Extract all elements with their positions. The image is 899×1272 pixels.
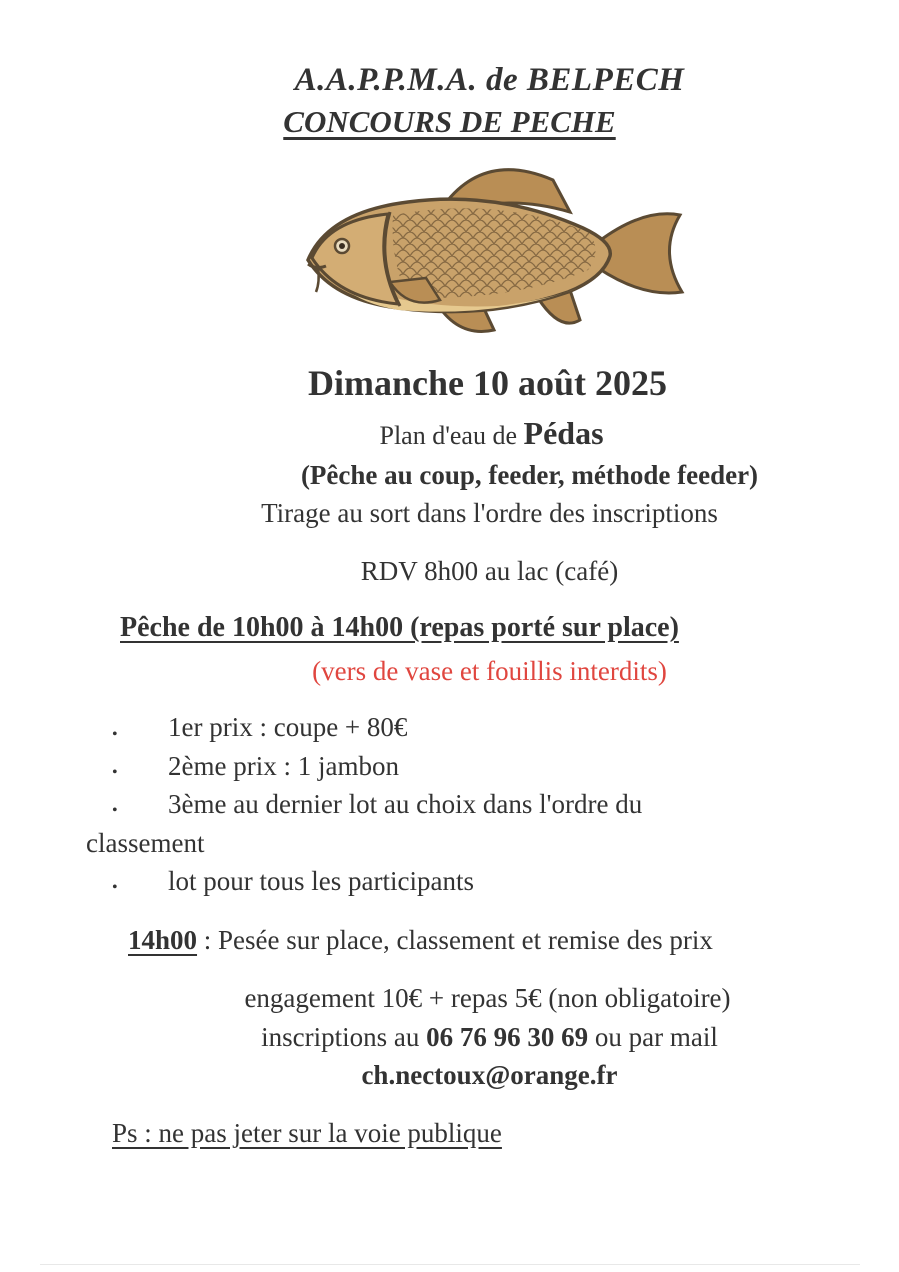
- weigh-in-info: [128, 925, 713, 956]
- prize-item-1: 1er prix : coupe + 80€: [168, 712, 408, 742]
- email-address: ch.nectoux@orange.fr: [361, 1060, 618, 1090]
- bullet-icon: •: [112, 879, 118, 896]
- registration-suffix: ou par mail: [588, 1022, 718, 1052]
- contest-title: CONCOURS DE PECHE: [283, 104, 616, 139]
- draw-info: Tirage au sort dans l'ordre des inscriptions: [261, 498, 718, 528]
- scan-edge-line: [40, 1264, 860, 1265]
- place-prefix: Plan d'eau de: [379, 421, 524, 450]
- event-date: Dimanche 10 août 2025: [308, 363, 667, 403]
- rdv-info: RDV 8h00 au lac (café): [360, 556, 619, 586]
- bullet-icon: •: [112, 726, 118, 743]
- ps-note: Ps : ne pas jeter sur la voie publique: [112, 1118, 502, 1148]
- bullet-icon: •: [112, 764, 118, 781]
- weigh-in-text: : Pesée sur place, classement et remise des prix: [197, 925, 713, 955]
- fishing-time: Pêche de 10h00 à 14h00 (repas porté sur place): [120, 612, 679, 643]
- prize-item-3-continuation: classement: [86, 828, 205, 858]
- prize-item-4: lot pour tous les participants: [168, 866, 474, 896]
- forbidden-notice: (vers de vase et fouillis interdits): [312, 656, 667, 686]
- place-name: Pédas: [523, 415, 604, 451]
- registration-prefix: inscriptions au: [261, 1022, 427, 1052]
- prize-item-2: 2ème prix : 1 jambon: [168, 751, 399, 781]
- carp-fish-icon: [298, 160, 688, 345]
- event-place: [42, 415, 899, 452]
- org-title: A.A.P.P.M.A. de BELPECH: [294, 62, 685, 98]
- entry-fee: engagement 10€ + repas 5€ (non obligatoire): [244, 983, 731, 1013]
- prize-item-3: 3ème au dernier lot au choix dans l'ordre du: [168, 789, 643, 819]
- weigh-in-time: 14h00: [128, 925, 198, 955]
- bullet-icon: •: [112, 802, 118, 819]
- registration-info: [40, 1022, 899, 1053]
- phone-number: 06 76 96 30 69: [426, 1022, 589, 1052]
- fishing-methods: (Pêche au coup, feeder, méthode feeder): [300, 460, 759, 490]
